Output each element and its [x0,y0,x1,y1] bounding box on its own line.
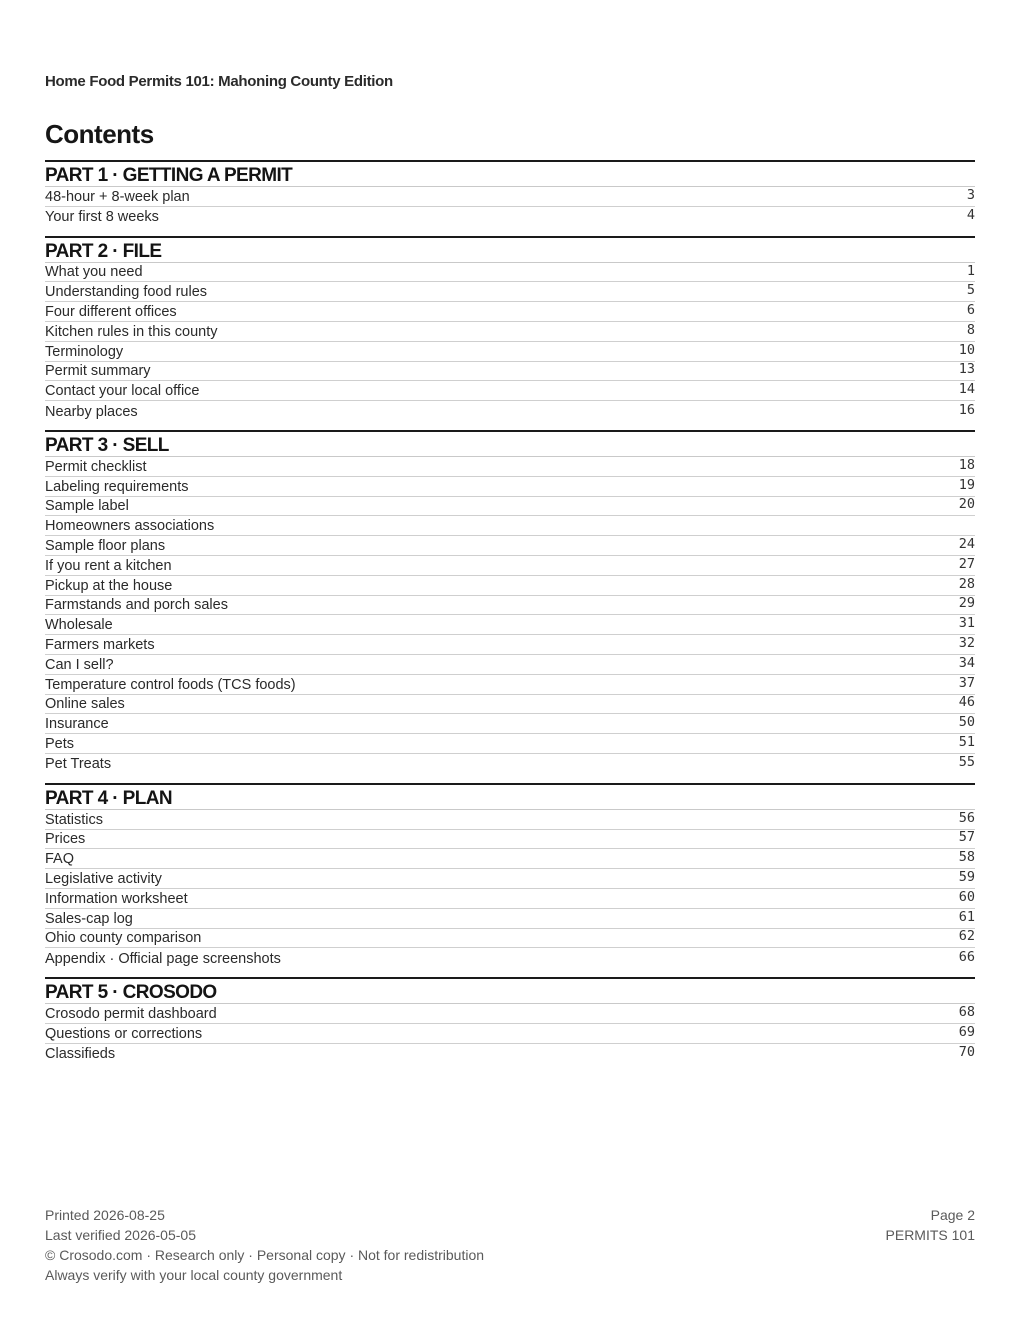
toc-entry[interactable] [45,401,975,421]
toc-entry-page-number: 34 [958,654,975,671]
toc-entry-page-number: 18 [958,456,975,473]
toc-entry-label: Classifieds [45,1046,116,1063]
toc-entry-label: Sales-cap log [45,910,133,927]
toc-entry-page-number: 56 [958,809,975,826]
toc-entry-page-number: 20 [958,496,975,513]
toc-entry-page-number: 8 [966,321,975,338]
toc-entry-label: Farmstands and porch sales [45,597,228,614]
toc-entry[interactable] [45,655,975,675]
toc-entry-page-number: 31 [958,615,975,632]
toc-entry-page-number: 59 [958,869,975,886]
toc-entry[interactable] [45,830,975,850]
toc-entry[interactable] [45,536,975,556]
document-page [45,0,975,1320]
toc-entry[interactable] [45,889,975,909]
toc-entry-label: Understanding food rules [45,284,208,301]
toc-entry-page-number: 5 [966,282,975,299]
toc-entry-label: Pets [45,736,75,753]
toc-entry[interactable] [45,516,975,536]
toc-entry[interactable] [45,714,975,734]
toc-entry-label: Farmers markets [45,637,155,654]
toc-entry-page-number: 57 [958,829,975,846]
toc-part [45,977,975,1063]
toc-part [45,160,975,227]
table-of-contents [45,160,975,1072]
part-heading: PART 1 · GETTING A PERMIT [45,160,975,187]
toc-entry-label: Homeowners associations [45,518,215,535]
toc-entry-page-number: 70 [958,1044,975,1061]
toc-entry[interactable] [45,556,975,576]
toc-entry-page-number: 27 [958,555,975,572]
toc-entry-page-number: 46 [958,694,975,711]
toc-entry-page-number: 14 [958,381,975,398]
toc-entry[interactable] [45,849,975,869]
part-heading: PART 4 · PLAN [45,783,975,810]
toc-entry[interactable] [45,207,975,227]
printed-date: Printed 2026-08-25 [45,1207,165,1223]
toc-entry-label: Nearby places [45,403,138,420]
document-title: Home Food Permits 101: Mahoning County Edition [45,73,393,90]
toc-entry-page-number: 51 [958,734,975,751]
page-number: Page 2 [930,1207,975,1223]
toc-entry-label: Wholesale [45,617,113,634]
toc-entry[interactable] [45,635,975,655]
toc-entry[interactable] [45,948,975,968]
toc-entry-label: Kitchen rules in this county [45,323,218,340]
toc-entry-label: Pickup at the house [45,577,173,594]
toc-entry[interactable] [45,381,975,401]
toc-entry[interactable] [45,734,975,754]
toc-entry[interactable] [45,1004,975,1024]
toc-entry[interactable] [45,263,975,283]
toc-entry[interactable] [45,1024,975,1044]
toc-entry-label: Four different offices [45,304,177,321]
toc-entry-page-number: 29 [958,595,975,612]
toc-entry-page-number: 50 [958,714,975,731]
toc-entry-page-number: 19 [958,476,975,493]
toc-entry-label: Pet Treats [45,756,112,773]
toc-entry-page-number: 32 [958,635,975,652]
toc-entry-label: Insurance [45,716,109,733]
toc-entry[interactable] [45,695,975,715]
footer-right [886,1205,975,1245]
toc-entry-page-number: 61 [958,908,975,925]
toc-entry[interactable] [45,869,975,889]
toc-entry-page-number: 66 [958,948,975,965]
toc-entry[interactable] [45,342,975,362]
toc-entry-page-number: 55 [958,754,975,771]
toc-entry-label: Sample floor plans [45,538,166,555]
copyright-notice: © Crosodo.com · Research only · Personal copy · Not for redistribution [45,1247,485,1263]
toc-entry-page-number: 10 [958,341,975,358]
toc-entry[interactable] [45,754,975,774]
toc-entry-label: Permit checklist [45,458,147,475]
toc-entry-label: Legislative activity [45,871,162,887]
toc-entry-label: Ohio county comparison [45,930,202,947]
toc-entry-label: Online sales [45,696,125,713]
last-verified-date: Last verified 2026-05-05 [45,1227,196,1243]
toc-entry[interactable] [45,187,975,207]
toc-entry[interactable] [45,909,975,929]
toc-entry[interactable] [45,1044,975,1064]
toc-entry-label: Labeling requirements [45,478,189,495]
toc-entry-label: Statistics [45,811,104,828]
toc-entry[interactable] [45,929,975,949]
toc-entry[interactable] [45,457,975,477]
toc-entry-page-number: 24 [958,536,975,553]
toc-entry-label: Contact your local office [45,383,200,400]
toc-part [45,236,975,421]
part-heading: PART 3 · SELL [45,430,975,457]
toc-entry-page-number: 1 [966,262,975,279]
toc-entry-label: If you rent a kitchen [45,557,172,574]
toc-entry-label: Questions or corrections [45,1025,203,1042]
toc-entry[interactable] [45,810,975,830]
verify-disclaimer: Always verify with your local county government [45,1267,343,1283]
toc-entry-label: Your first 8 weeks [45,209,159,226]
contents-heading: Contents [45,119,154,149]
toc-entry-page-number: 68 [958,1004,975,1020]
toc-entry-label: FAQ [45,851,75,868]
toc-entry-label: Terminology [45,343,124,360]
toc-entry-page-number: 13 [958,361,975,378]
toc-entry-page-number: 28 [958,575,975,592]
toc-part [45,430,975,774]
toc-entry-page-number: 62 [958,928,975,945]
toc-entry[interactable] [45,282,975,302]
footer-left [45,1205,484,1285]
toc-entry-page-number: 4 [966,207,975,224]
toc-entry[interactable] [45,615,975,635]
toc-entry-label: Sample label [45,498,129,515]
toc-entry-label: Appendix · Official page screenshots [45,950,281,967]
toc-entry-page-number: 16 [958,401,975,418]
toc-entry[interactable] [45,576,975,596]
toc-entry[interactable] [45,362,975,382]
toc-entry[interactable] [45,302,975,322]
toc-entry[interactable] [45,596,975,616]
toc-entry-page-number: 37 [958,674,975,691]
toc-entry-page-number: 60 [958,888,975,905]
toc-entry-label: Prices [45,831,86,848]
toc-entry[interactable] [45,497,975,517]
toc-entry-label: Permit summary [45,363,151,380]
toc-entry-label: What you need [45,264,143,281]
toc-entry-label: Information worksheet [45,890,188,907]
toc-entry-label: 48-hour + 8-week plan [45,188,190,205]
toc-entry[interactable] [45,322,975,342]
toc-entry[interactable] [45,675,975,695]
toc-part [45,783,975,968]
toc-entry[interactable] [45,477,975,497]
toc-entry-page-number: 69 [958,1023,975,1040]
toc-entry-label: Crosodo permit dashboard [45,1005,217,1022]
series-label: PERMITS 101 [885,1227,975,1243]
toc-entry-label: Can I sell? [45,656,114,673]
part-heading: PART 2 · FILE [45,236,975,263]
toc-entry-page-number: 6 [966,302,975,319]
part-heading: PART 5 · CROSODO [45,977,975,1004]
toc-entry-page-number: 3 [966,186,975,203]
toc-entry-label: Temperature control foods (TCS foods) [45,676,296,693]
toc-entry-page-number: 58 [958,849,975,866]
